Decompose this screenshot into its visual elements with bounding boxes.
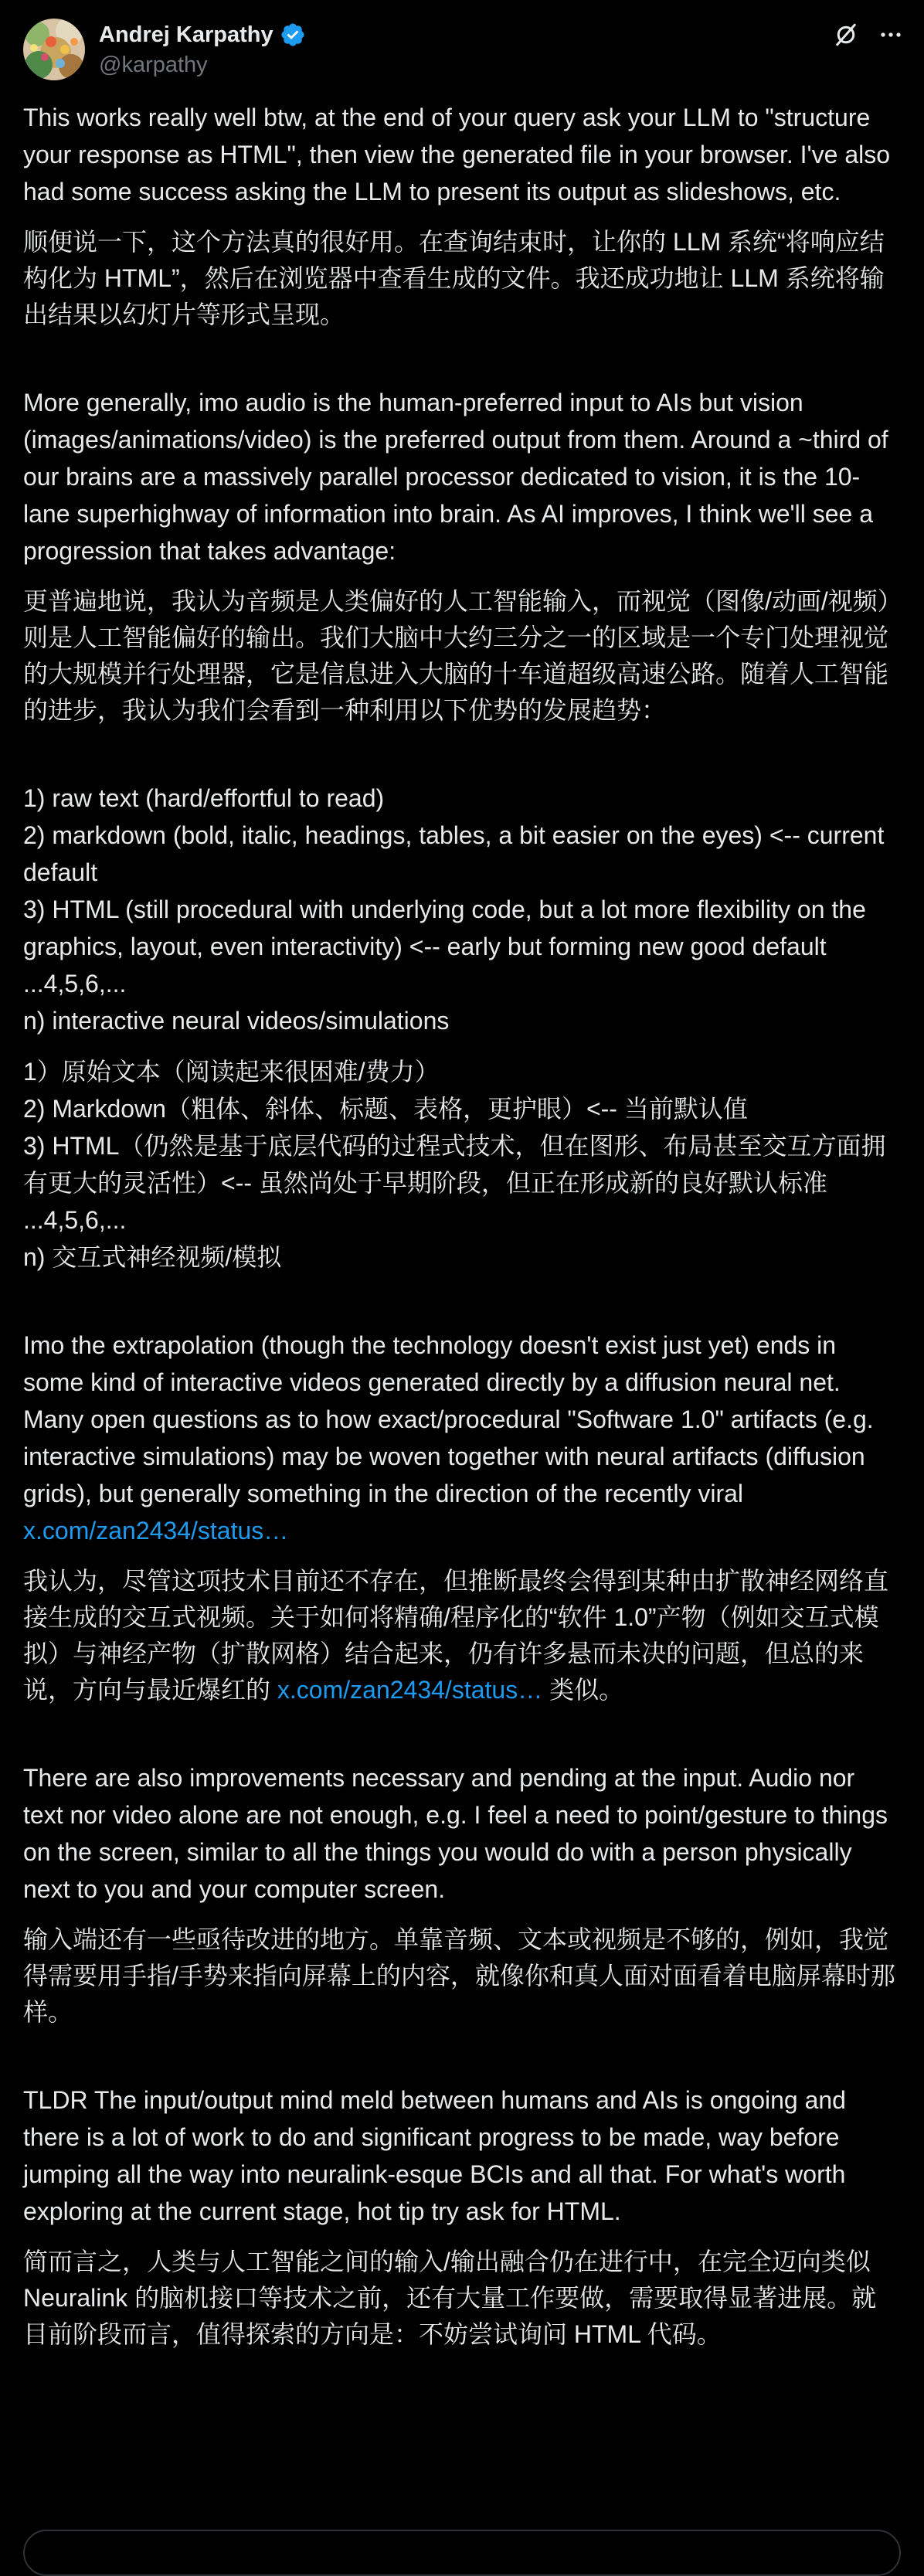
author-handle[interactable]: @karpathy [99, 53, 208, 77]
paragraph-6-en: TLDR The input/output mind meld between humans and AIs is ongoing and there is a lot of work to do and significant progress to be made, way before jumping all the way into neuralink-esque BCIs and all that. For what's worth exploring at the current stage, hot tip try ask for HTML. [23, 2086, 846, 2225]
paragraph-gap [23, 1708, 901, 1759]
list-item: n) 交互式神经视频/模拟 [23, 1243, 282, 1271]
grok-icon [832, 21, 860, 53]
paragraph-gap [23, 2031, 901, 2082]
list-item: 1）原始文本（阅读起来很困难/费力） [23, 1058, 440, 1086]
verified-badge-icon[interactable] [280, 22, 306, 48]
status-link[interactable]: x.com/zan2434/status… [23, 1517, 289, 1545]
list-item: 2) markdown (bold, italic, headings, tables, a bit easier on the eyes) <-- current default [23, 821, 885, 886]
paragraph-6-zh: 简而言之，人类与人工智能之间的输入/输出融合仍在进行中，在完全迈向类似 Neuralink 的脑机接口等技术之前，还有大量工作要做，需要取得显著进展。就目前阶段而言，值得探索的方向是：不妨尝试询问 HTML 代码。 [23, 2248, 877, 2348]
list-en [23, 780, 901, 1039]
list-item: 3) HTML (still procedural with underlying code, but a lot more flexibility on the graphics, layout, even interactivity) <-- early but forming new good default [23, 895, 866, 960]
list-zh [23, 1053, 901, 1276]
tweet-text [23, 99, 901, 2353]
paragraph-gap [23, 729, 901, 780]
more-dots-icon [878, 22, 903, 51]
paragraph-gap [23, 1276, 901, 1327]
author-identity [99, 20, 306, 80]
list-item: 1) raw text (hard/effortful to read) [23, 784, 385, 812]
tweet-header [23, 17, 904, 87]
more-options-button[interactable] [871, 17, 910, 56]
paragraph-gap [23, 333, 901, 384]
paragraph-5-zh: 输入端还有一些亟待改进的地方。单靠音频、文本或视频是不够的，例如，我觉得需要用手指/手势来指向屏幕上的内容，就像你和真人面对面看着电脑屏幕时那样。 [23, 1925, 895, 2026]
grok-button[interactable] [827, 17, 865, 56]
paragraph-4-en-text: Imo the extrapolation (though the technology doesn't exist just yet) ends in some kind of interactive videos generated directly by a diffusion neural net. Many open questions as to how exact/procedural "Software 1.0" artifacts (e.g. interactive simulations) may be woven together with neural artifacts (diffusion grids), but generally something in the direction of the recently viral [23, 1331, 874, 1507]
list-item: ...4,5,6,... [23, 1206, 127, 1234]
paragraph-4-zh [23, 1563, 901, 1708]
paragraph-2-en: More generally, imo audio is the human-preferred input to AIs but vision (images/animations/video) is the preferred output from them. Around a ~third of our brains are a massively parallel processor dedicated to vision, it is the 10-lane superhighway of information into brain. As AI improves, I think we'll see a progression that takes advantage: [23, 389, 888, 565]
list-item: 2) Markdown（粗体、斜体、标题、表格，更护眼）<-- 当前默认值 [23, 1095, 748, 1123]
name-row [99, 20, 306, 49]
paragraph-2-zh: 更普遍地说，我认为音频是人类偏好的人工智能输入，而视觉（图像/动画/视频）则是人工智能偏好的输出。我们大脑中大约三分之一的区域是一个专门处理视觉的大规模并行处理器，它是信息进入大脑的十车道超级高速公路。随着人工智能的进步，我认为我们会看到一种利用以下优势的发展趋势： [23, 587, 890, 724]
list-item: ...4,5,6,... [23, 970, 127, 997]
list-item: 3) HTML（仍然是基于底层代码的过程式技术，但在图形、布局甚至交互方面拥有更大的灵活性）<-- 虽然尚处于早期阶段，但正在形成新的良好默认标准 [23, 1132, 886, 1197]
list-item: n) interactive neural videos/simulations [23, 1007, 450, 1035]
author-name[interactable]: Andrej Karpathy [99, 22, 273, 47]
paragraph-1-zh: 顺便说一下，这个方法真的很好用。在查询结束时，让你的 LLM 系统“将响应结构化为 HTML”，然后在浏览器中查看生成的文件。我还成功地让 LLM 系统将输出结果以幻灯片等形式呈现。 [23, 228, 885, 328]
paragraph-4-zh-text: 我认为，尽管这项技术目前还不存在，但推断最终会得到某种由扩散神经网络直接生成的交互式视频。关于如何将精确/程序化的“软件 1.0”产物（例如交互式模拟）与神经产物（扩散网格）结合起来，仍有许多悬而未决的问题，但总的来说，方向与最近爆红的 [23, 1567, 889, 1704]
quoted-card-edge[interactable] [23, 2530, 901, 2576]
paragraph-4-en [23, 1327, 901, 1549]
avatar[interactable] [23, 19, 85, 80]
paragraph-5-en: There are also improvements necessary and pending at the input. Audio nor text nor video alone are not enough, e.g. I feel a need to point/gesture to things on the screen, similar to all the things you would do with a person physically next to you and your computer screen. [23, 1764, 888, 1903]
paragraph-4-zh-tail: 类似。 [542, 1676, 624, 1704]
paragraph-1-en: This works really well btw, at the end of your query ask your LLM to "structure your response as HTML", then view the generated file in your browser. I've also had some success asking the LLM to present its output as slideshows, etc. [23, 104, 891, 206]
status-link-zh[interactable]: x.com/zan2434/status… [277, 1676, 543, 1704]
